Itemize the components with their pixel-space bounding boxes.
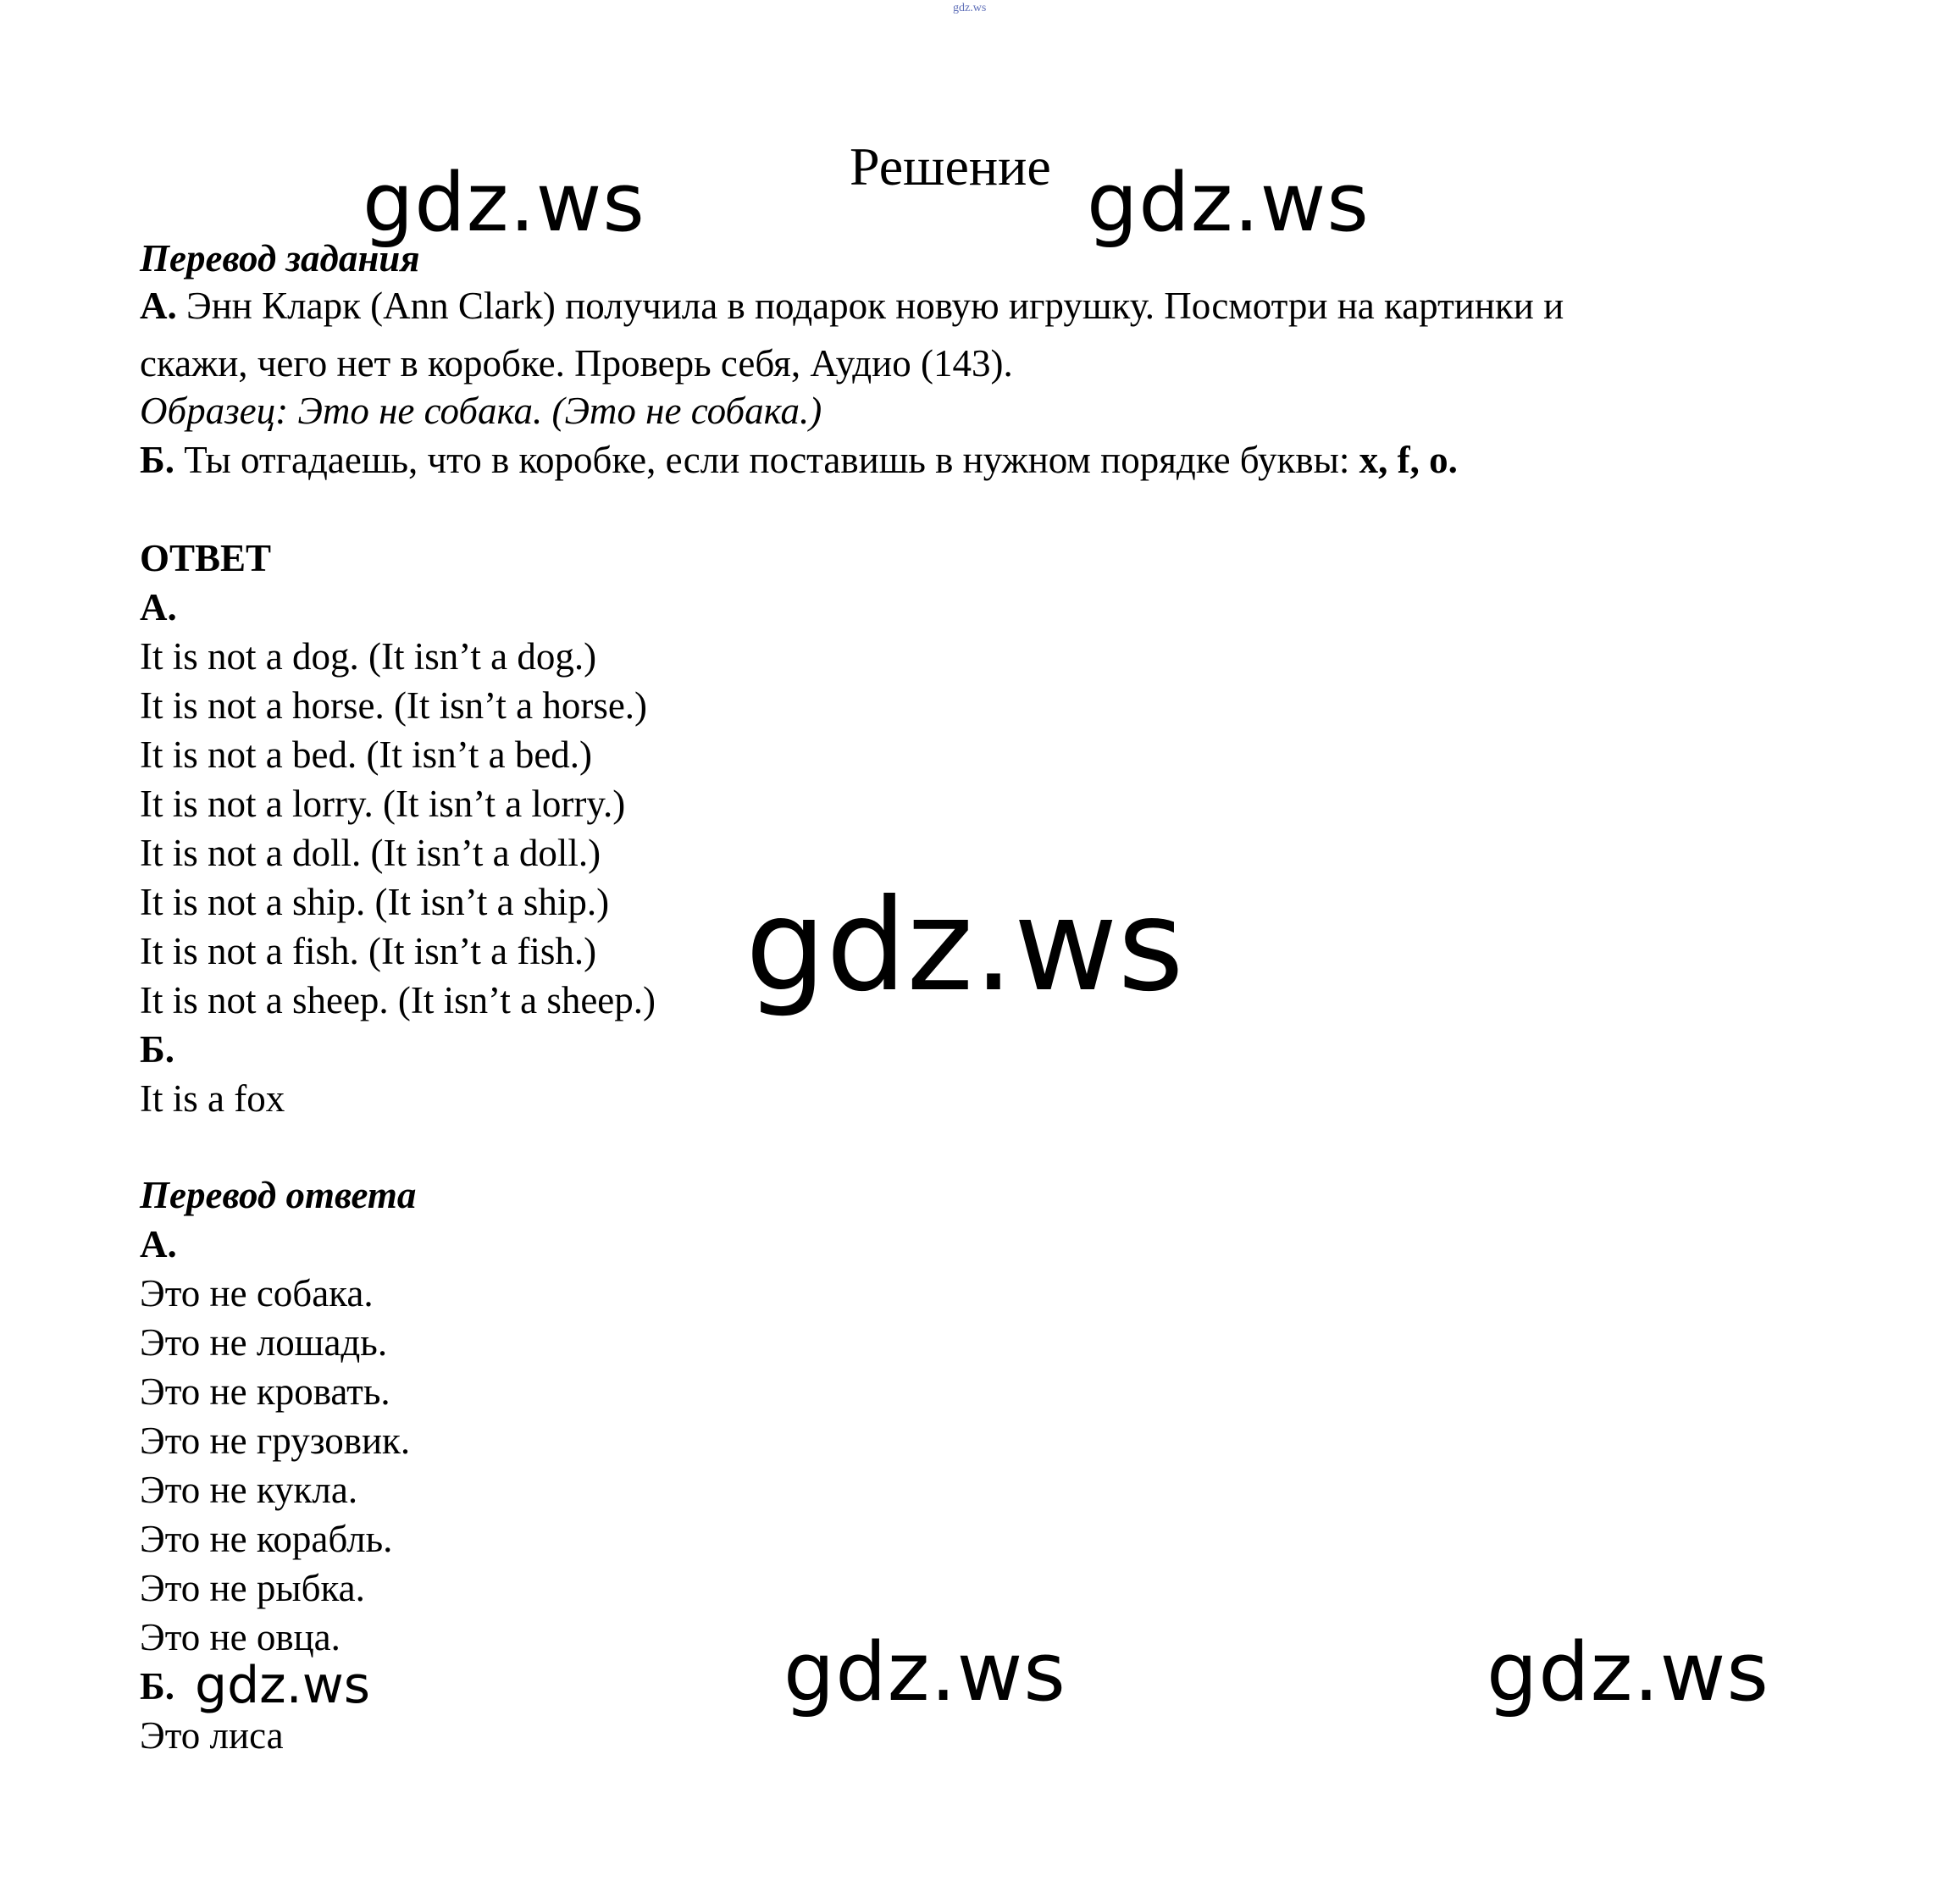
- task-b-letters: x, f, o.: [1359, 439, 1458, 481]
- watermark: gdz.ws: [1087, 157, 1370, 250]
- answer-translation-line: Это не рыбка.: [140, 1567, 365, 1609]
- task-a-label: А.: [140, 285, 177, 327]
- answer-b-label: Б.: [140, 1028, 175, 1071]
- task-translation-heading: Перевод задания: [140, 237, 420, 280]
- answer-line: It is not a doll. (It isn’t a doll.): [140, 832, 601, 874]
- answer-line: It is not a lorry. (It isn’t a lorry.): [140, 783, 626, 825]
- answer-line: It is not a dog. (It isn’t a dog.): [140, 635, 597, 678]
- answer-translation-line: Это не грузовик.: [140, 1420, 411, 1462]
- watermark: gdz.ws: [195, 1656, 371, 1715]
- task-a-line2: скажи, чего нет в коробке. Проверь себя, Аудио (143).: [140, 342, 1013, 385]
- answer-heading: ОТВЕТ: [140, 537, 272, 579]
- answer-b-line: It is a fox: [140, 1077, 285, 1120]
- task-b-label: Б.: [140, 439, 175, 481]
- watermark: gdz.ws: [363, 157, 645, 250]
- answer-line: It is not a bed. (It isn’t a bed.): [140, 733, 593, 776]
- answer-translation-line: Это не овца.: [140, 1616, 341, 1658]
- watermark: gdz.ws: [745, 872, 1184, 1020]
- answer-translation-line: Это не корабль.: [140, 1518, 393, 1560]
- answer-line: It is not a horse. (It isn’t a horse.): [140, 684, 648, 727]
- page-title: Решение: [850, 136, 1051, 196]
- top-watermark: gdz.ws: [953, 2, 987, 14]
- answer-translation-b-label: Б.: [140, 1665, 175, 1708]
- answer-translation-heading: Перевод ответа: [140, 1174, 417, 1216]
- watermark: gdz.ws: [784, 1626, 1066, 1719]
- task-b-line: [140, 435, 1458, 484]
- answer-line: It is not a ship. (It isn’t a ship.): [140, 881, 610, 923]
- task-sample: Образец: Это не собака. (Это не собака.): [140, 390, 822, 432]
- answer-translation-line: Это не собака.: [140, 1272, 374, 1315]
- watermark: gdz.ws: [1487, 1626, 1769, 1719]
- task-a-line1: [140, 281, 1564, 330]
- answer-translation-line: Это не лошадь.: [140, 1321, 388, 1364]
- answer-a-label: А.: [140, 586, 177, 628]
- task-a-text: Энн Кларк (Ann Clark) получила в подарок новую игрушку. Посмотри на картинки и: [176, 285, 1564, 327]
- answer-translation-line: Это не кукла.: [140, 1469, 358, 1511]
- answer-line: It is not a fish. (It isn’t a fish.): [140, 930, 597, 972]
- task-b-text: Ты отгадаешь, что в коробке, если поставишь в нужном порядке буквы:: [174, 439, 1359, 481]
- answer-translation-line: Это не кровать.: [140, 1370, 390, 1413]
- answer-translation-a-label: А.: [140, 1223, 177, 1265]
- answer-translation-b-line: Это лиса: [140, 1714, 284, 1757]
- answer-line: It is not a sheep. (It isn’t a sheep.): [140, 979, 656, 1021]
